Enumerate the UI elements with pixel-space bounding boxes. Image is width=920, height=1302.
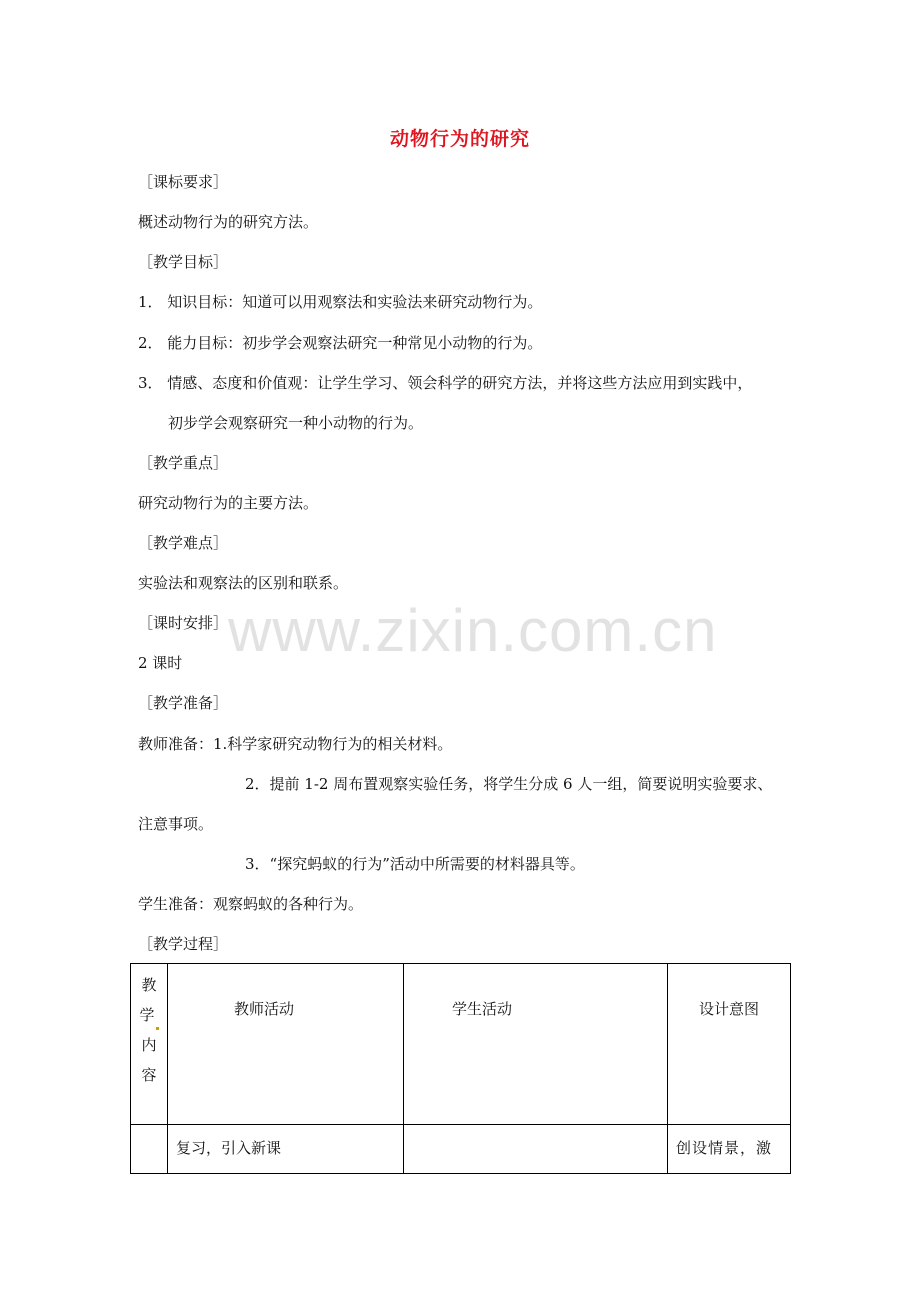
section-header-process: ［教学过程］ [138,935,229,953]
section-header-teaching-goals: ［教学目标］ [138,253,229,271]
row-cell-student-activity [404,1125,668,1174]
row-cell-content [131,1125,168,1174]
section-header-difficult-points: ［教学难点］ [138,534,229,552]
teacher-prep-item-2-continued: 注意事项。 [138,815,214,833]
row-cell-teacher-activity: 复习，引入新课 [168,1125,404,1174]
goal-item-emotion-continued: 初步学会观察研究一种小动物的行为。 [168,414,424,432]
teacher-prep-item-1: 教师准备：1.科学家研究动物行为的相关材料。 [138,735,453,753]
teacher-prep-item-3: 3．“探究蚂蚁的行为”活动中所需要的材料器具等。 [245,855,585,873]
goal-item-knowledge: 1． 知识目标：知道可以用观察法和实验法来研究动物行为。 [138,293,543,311]
watermark: www.zixin.com.cn [228,597,718,664]
goal-item-ability: 2． 能力目标：初步学会观察法研究一种常见小动物的行为。 [138,334,543,352]
row-cell-design-intent: 创设情景，激 [668,1125,791,1174]
section-header-curriculum-requirements: ［课标要求］ [138,173,229,191]
header-cell-student-activity: 学生活动 [404,964,668,1125]
section-header-schedule: ［课时安排］ [138,614,229,632]
key-points-text: 研究动物行为的主要方法。 [138,494,319,512]
table-row [131,1125,791,1174]
goal-item-emotion: 3． 情感、态度和价值观：让学生学习、领会科学的研究方法，并将这些方法应用到实践中， [138,374,753,392]
header-cell-teaching-content: 教 学 内 容 [131,964,168,1125]
section-header-key-points: ［教学重点］ [138,454,229,472]
student-prep-text: 学生准备：观察蚂蚁的各种行为。 [138,895,364,913]
page-title: 动物行为的研究 [389,128,530,150]
schedule-text: 2 课时 [138,654,183,672]
header-cell-teacher-activity: 教师活动 [168,964,404,1125]
teaching-process-table [130,963,791,1174]
header-cell-design-intent: 设计意图 [668,964,791,1125]
teacher-prep-item-2: 2．提前 1-2 周布置观察实验任务，将学生分成 6 人一组，简要说明实验要求、 [245,775,773,793]
difficult-points-text: 实验法和观察法的区别和联系。 [138,574,349,592]
table-header-row [131,964,791,1125]
curriculum-requirements-text: 概述动物行为的研究方法。 [138,213,319,231]
section-header-preparation: ［教学准备］ [138,694,229,712]
